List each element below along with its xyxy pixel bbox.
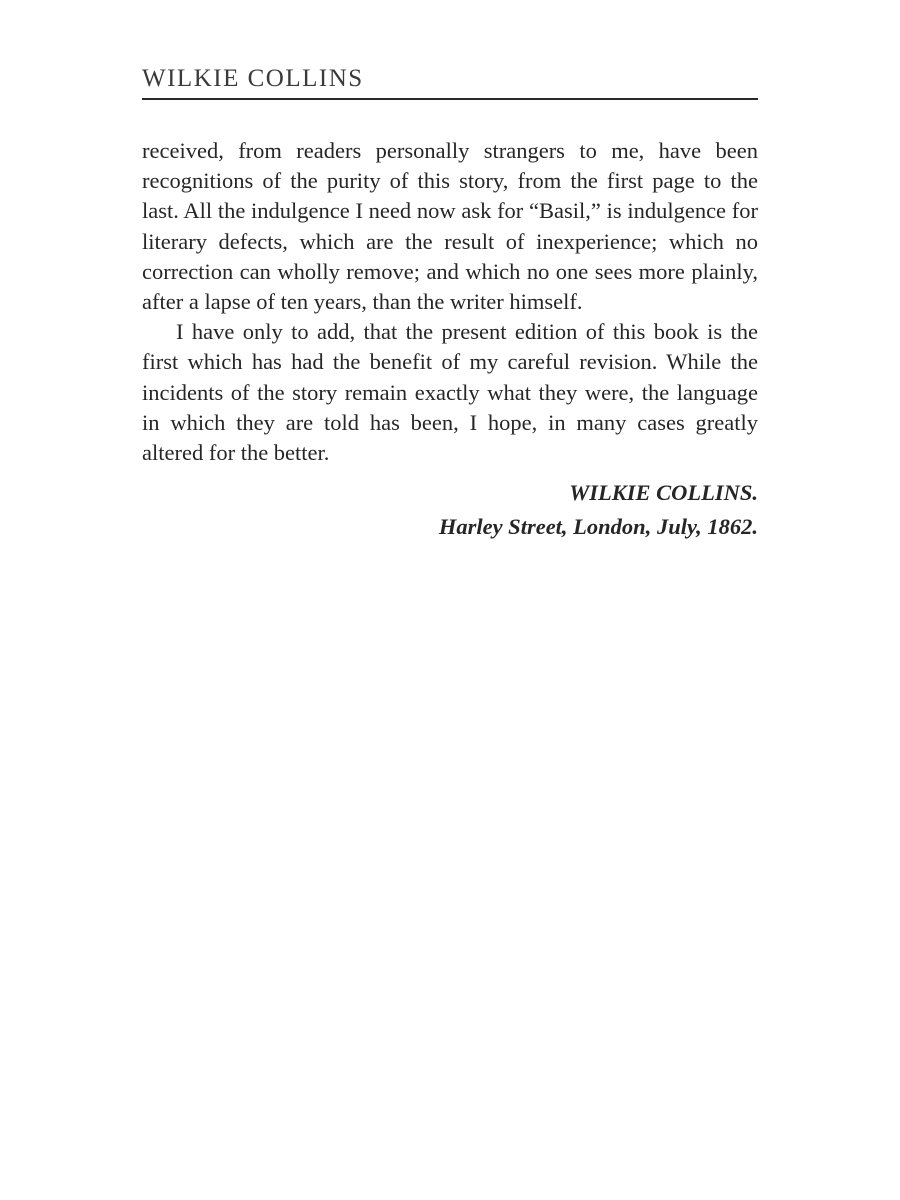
signature-block [142,476,758,544]
paragraph: I have only to add, that the present edition of this book is the first which has had the benefit of my careful revision. While the incidents of the story remain exactly what they were, the language in which they are told has been, I hope, in many cases greatly altered for the better. [142,319,758,466]
paragraph: received, from readers personally strangers to me, have been recognitions of the purity of this story, from the first page to the last. All the indulgence I need now ask for “Basil,” is indulgence for literary defects, which are the result of inexperience; which no correction can wholly remove; and which no one sees more plainly, after a lapse of ten years, than the writer himself. [142,138,758,315]
signature-author: WILKIE COLLINS. [569,480,758,506]
signature-place-date: Harley Street, London, July, 1862. [438,514,758,540]
running-head: WILKIE COLLINS [142,62,758,100]
book-page [142,62,758,544]
body-text [142,136,758,468]
